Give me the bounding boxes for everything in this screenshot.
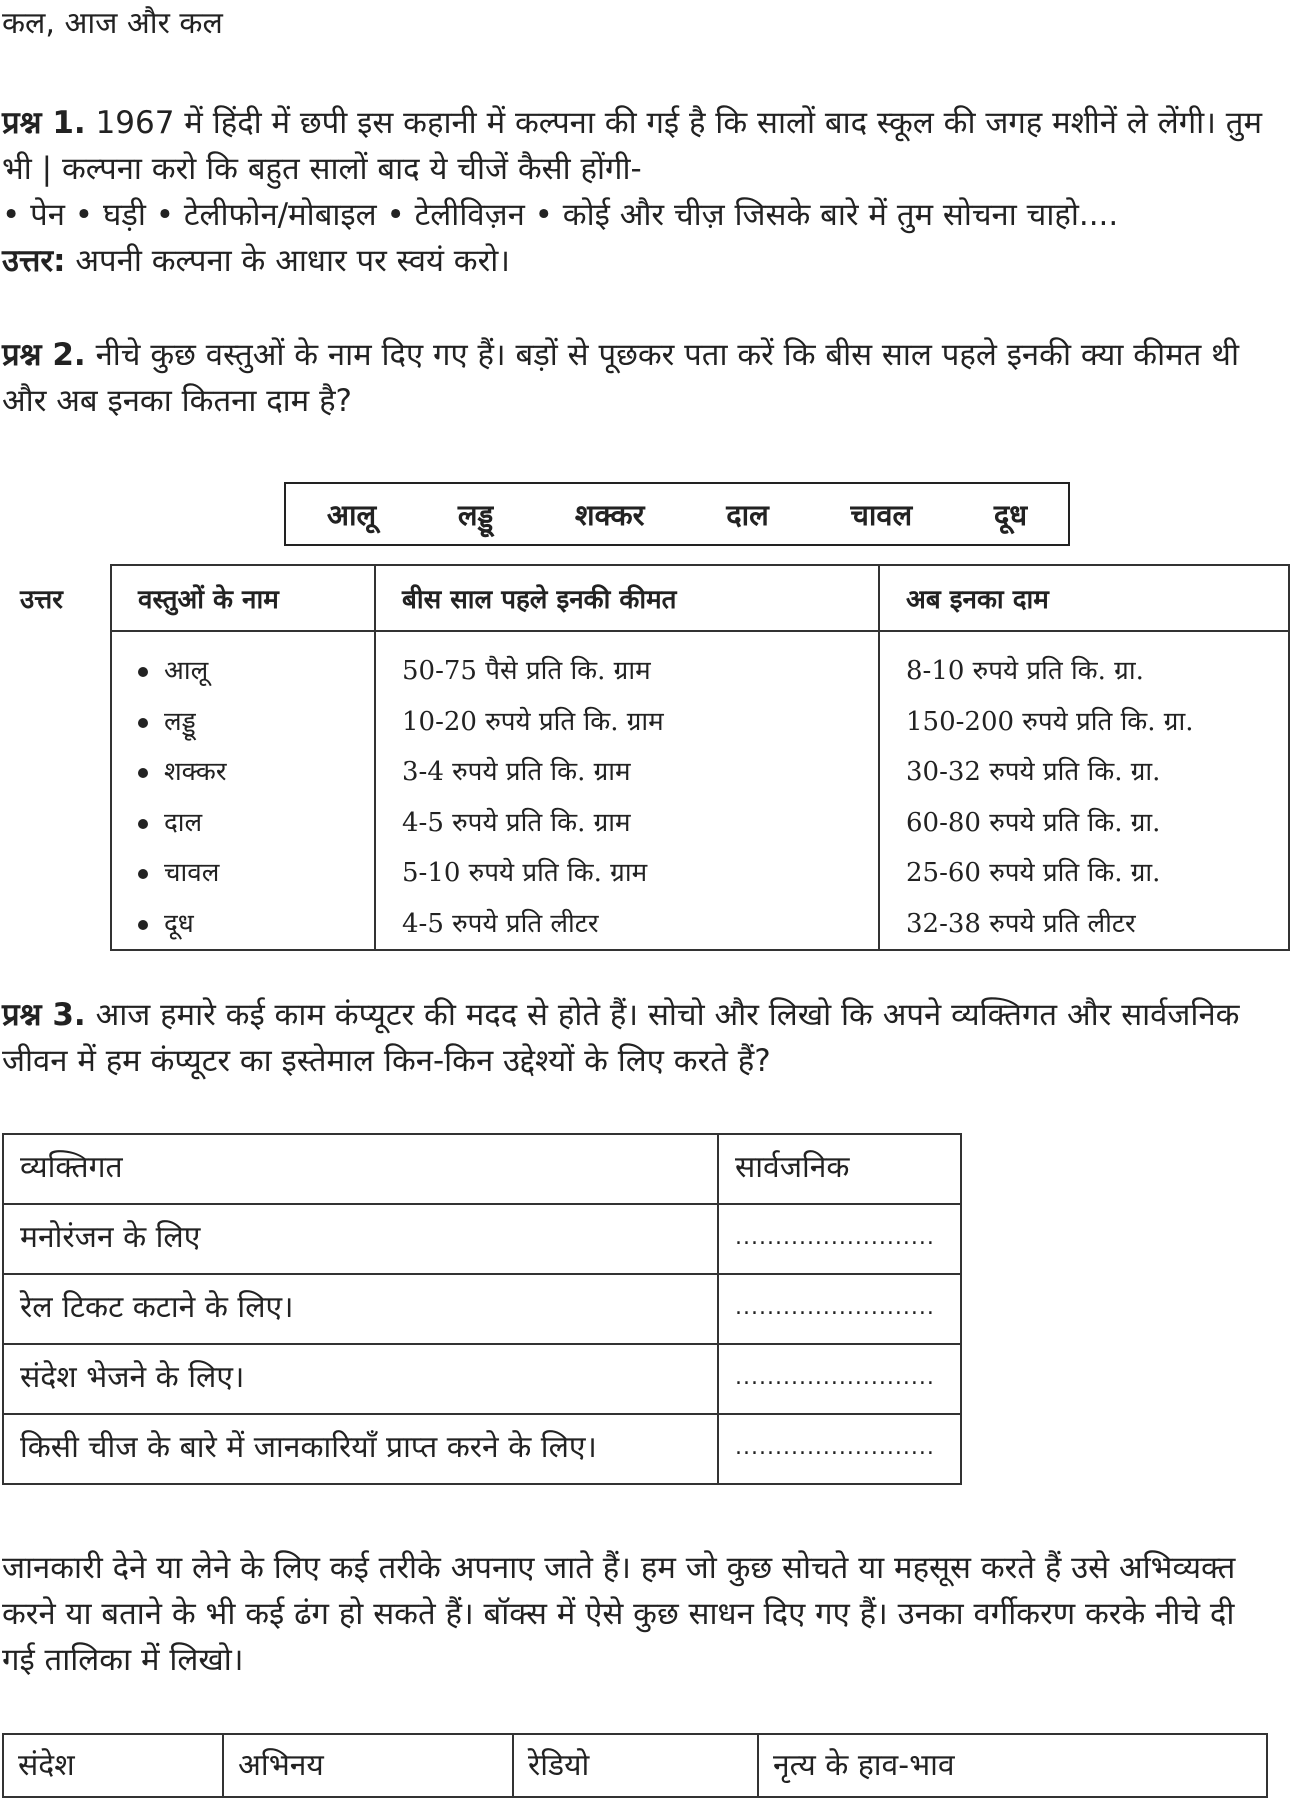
bullet-icon: [138, 869, 148, 879]
table-cell: किसी चीज के बारे में जानकारियाँ प्राप्त करने के लिए।: [3, 1414, 718, 1484]
bullet-icon: [138, 768, 148, 778]
table-header-row: [111, 565, 1289, 631]
list-item: 5-10 रुपये प्रति कि. ग्राम: [402, 858, 648, 888]
box-item: शक्कर: [574, 497, 645, 532]
blank-cell: .........................: [718, 1414, 961, 1484]
question-1-answer-label: उत्तर:: [2, 243, 66, 279]
box-item: लड्डू: [457, 497, 494, 532]
list-item: लड्डू: [138, 697, 374, 748]
table-row: [3, 1274, 961, 1344]
computer-use-table: [2, 1133, 962, 1485]
column-header: वस्तुओं के नाम: [111, 565, 375, 631]
list-item: 4-5 रुपये प्रति कि. ग्राम: [402, 807, 631, 838]
question-3: [2, 992, 1272, 1084]
list-item: चावल: [138, 848, 374, 899]
question-1: [2, 100, 1272, 284]
table-row: [3, 1414, 961, 1484]
question-3-label: प्रश्न 3.: [2, 997, 86, 1033]
list-item: 150-200 रुपये प्रति कि. ग्रा.: [906, 706, 1194, 737]
list-item: 50-75 पैसे प्रति कि. ग्राम: [402, 656, 651, 686]
list-item: आलू: [138, 646, 374, 697]
question-1-answer: अपनी कल्पना के आधार पर स्वयं करो।: [75, 243, 511, 279]
list-item: शक्कर: [138, 747, 374, 798]
question-2-label: प्रश्न 2.: [2, 337, 86, 373]
question-2-text: नीचे कुछ वस्तुओं के नाम दिए गए हैं। बड़ों से पूछकर पता करें कि बीस साल पहले इनकी क्या कीमत थी और अब इनका कितना दाम है?: [2, 337, 1240, 419]
box-item: आलू: [326, 497, 377, 532]
table-cell: संदेश भेजने के लिए।: [3, 1344, 718, 1414]
list-item: 60-80 रुपये प्रति कि. ग्रा.: [906, 807, 1161, 838]
question-1-label: प्रश्न 1.: [2, 105, 86, 141]
table-row: [3, 1344, 961, 1414]
box-item: चावल: [850, 497, 913, 532]
column-header: सार्वजनिक: [718, 1134, 961, 1204]
now-column: [879, 631, 1289, 950]
column-header: अब इनका दाम: [879, 565, 1289, 631]
page-title: कल, आज और कल: [2, 6, 223, 41]
media-table: [2, 1733, 1268, 1798]
question-3-text: आज हमारे कई काम कंप्यूटर की मदद से होते हैं। सोचो और लिखो कि अपने व्यक्तिगत और सार्वजनिक जीवन में हम कंप्यूटर का इस्तेमाल किन-किन उद्देश्यों के लिए करते हैं?: [2, 997, 1240, 1079]
question-2: [2, 332, 1272, 424]
list-item: 4-5 रुपये प्रति लीटर: [402, 908, 599, 939]
question-1-items: • पेन • घड़ी • टेलीफोन/मोबाइल • टेलीविज़न • कोई और चीज़ जिसके बारे में तुम सोचना चाहो....: [2, 197, 1119, 233]
blank-cell: .........................: [718, 1204, 961, 1274]
list-item: 32-38 रुपये प्रति लीटर: [906, 908, 1136, 939]
bullet-icon: [138, 667, 148, 677]
box-item: दूध: [993, 497, 1028, 532]
table-cell: संदेश: [3, 1734, 223, 1797]
table-cell: अभिनय: [223, 1734, 513, 1797]
question-2-answer-label: उत्तर: [20, 585, 63, 615]
table-cell: नृत्य के हाव-भाव: [758, 1734, 1267, 1797]
bullet-icon: [138, 819, 148, 829]
names-column: [111, 631, 375, 950]
list-item: 25-60 रुपये प्रति कि. ग्रा.: [906, 858, 1161, 888]
list-item: 30-32 रुपये प्रति कि. ग्रा.: [906, 757, 1161, 787]
column-header: बीस साल पहले इनकी कीमत: [375, 565, 879, 631]
table-row: [111, 631, 1289, 950]
table-row: [3, 1734, 1267, 1797]
question-1-text: 1967 में हिंदी में छपी इस कहानी में कल्पना की गई है कि सालों बाद स्कूल की जगह मशीनें ले लेंगी। तुम भी | कल्पना करो कि बहुत सालों बाद ये चीजें कैसी होंगी-: [2, 105, 1263, 187]
table-cell: मनोरंजन के लिए: [3, 1204, 718, 1274]
list-item: 3-4 रुपये प्रति कि. ग्राम: [402, 757, 631, 787]
items-box: [284, 482, 1070, 546]
list-item: दूध: [138, 899, 374, 950]
bullet-icon: [138, 718, 148, 728]
list-item: 10-20 रुपये प्रति कि. ग्राम: [402, 706, 664, 737]
info-paragraph: जानकारी देने या लेने के लिए कई तरीके अपनाए जाते हैं। हम जो कुछ सोचते या महसूस करते हैं उसे अभिव्यक्त करने या बताने के भी कई ढंग हो सकते हैं। बॉक्स में ऐसे कुछ साधन दिए गए हैं। उनका वर्गीकरण करके नीचे दी गई तालिका में लिखो।: [2, 1550, 1236, 1678]
column-header: व्यक्तिगत: [3, 1134, 718, 1204]
table-cell: रेडियो: [513, 1734, 758, 1797]
blank-cell: .........................: [718, 1344, 961, 1414]
blank-cell: .........................: [718, 1274, 961, 1344]
before-column: [375, 631, 879, 950]
table-cell: रेल टिकट कटाने के लिए।: [3, 1274, 718, 1344]
list-item: दाल: [138, 798, 374, 849]
bullet-icon: [138, 920, 148, 930]
list-item: 8-10 रुपये प्रति कि. ग्रा.: [906, 656, 1144, 686]
price-table: [110, 564, 1290, 951]
table-row: [3, 1204, 961, 1274]
table-header-row: [3, 1134, 961, 1204]
box-item: दाल: [726, 497, 769, 532]
